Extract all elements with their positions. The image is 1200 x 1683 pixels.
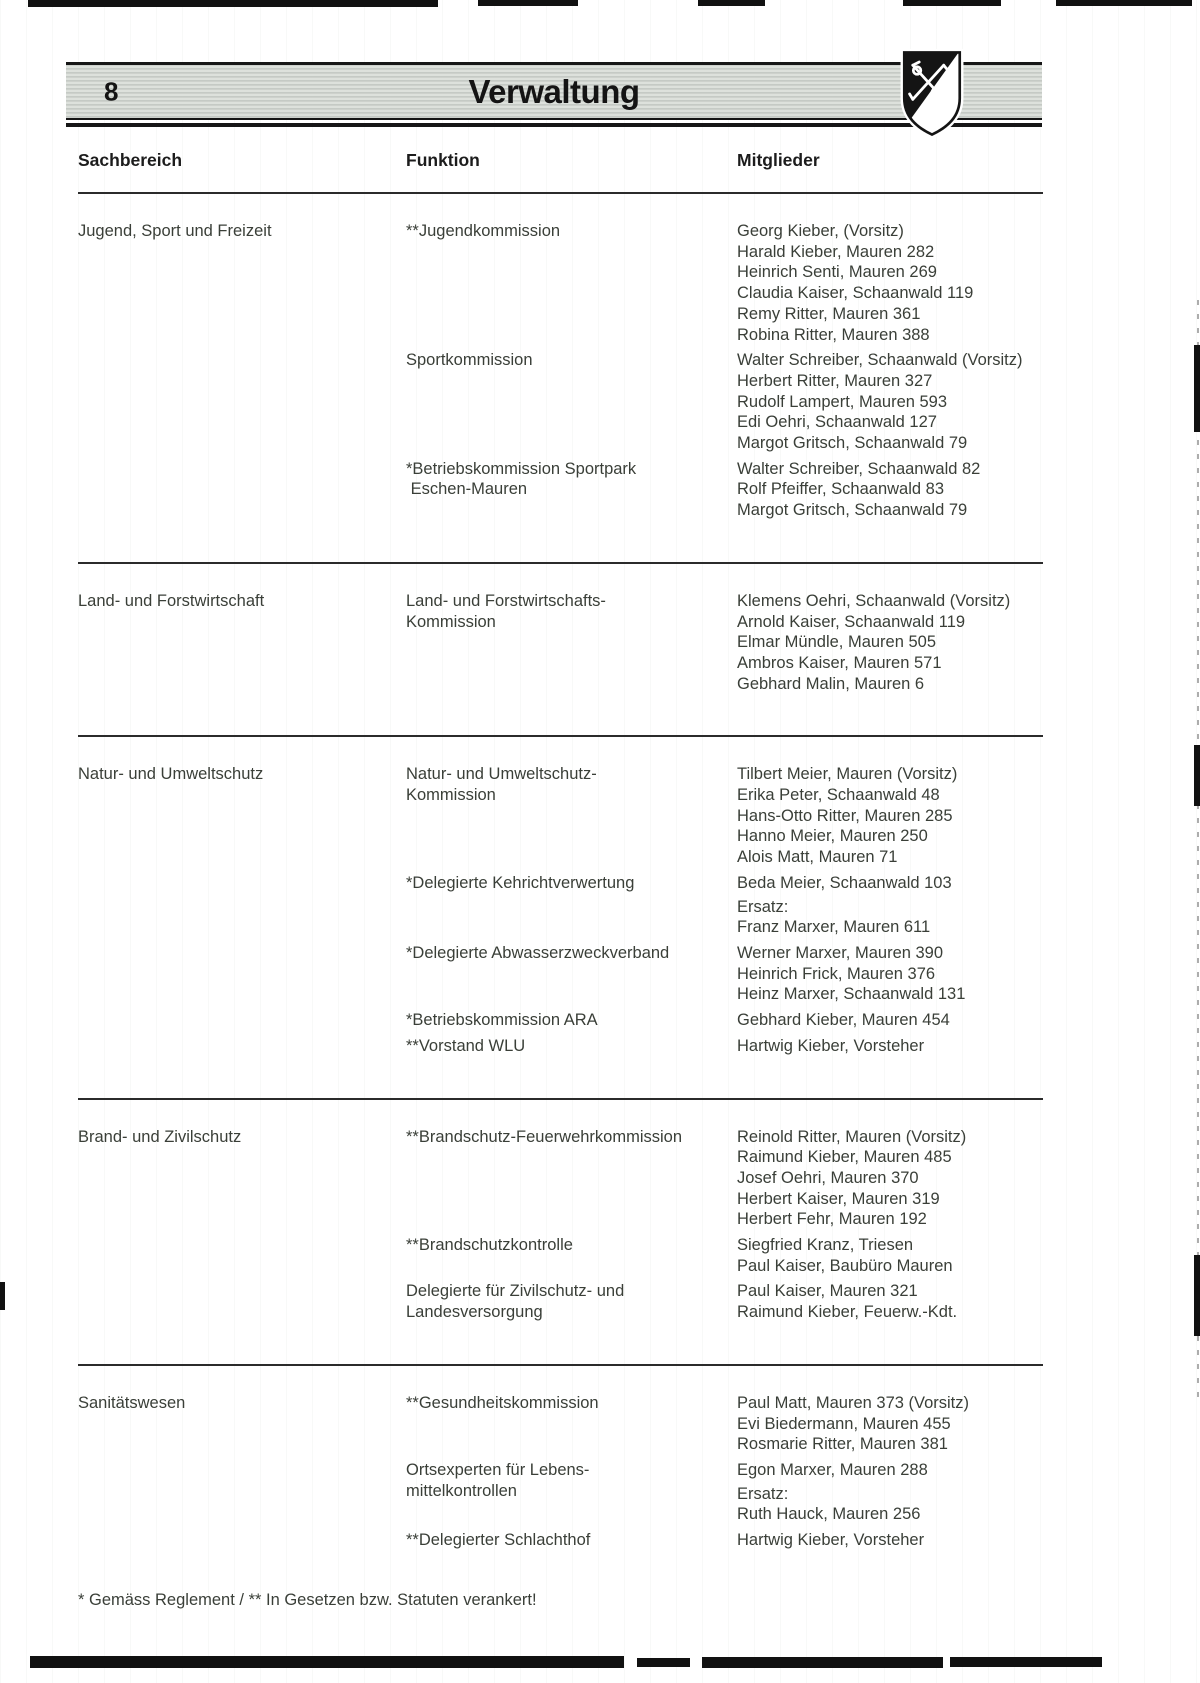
page-title: Verwaltung (468, 72, 640, 110)
funktion-line: Kommission (406, 786, 496, 805)
members-cell (737, 591, 1043, 695)
member-line: Rudolf Lampert, Mauren 593 (737, 392, 948, 411)
member-line: Raimund Kieber, Feuerw.-Kdt. (737, 1303, 958, 1322)
entry-row (406, 1281, 1043, 1322)
member-line: Edi Oehri, Schaanwald 127 (737, 413, 937, 432)
member-line: Hanno Meier, Mauren 250 (737, 827, 928, 846)
funktion-line: **Gesundheitskommission (406, 1393, 599, 1412)
table-header-row (78, 150, 1043, 171)
member-line: Reinold Ritter, Mauren (Vorsitz) (737, 1127, 967, 1146)
funktion-cell (406, 873, 737, 938)
funktion-line: Natur- und Umweltschutz- (406, 765, 597, 784)
member-line: Elmar Mündle, Mauren 505 (737, 633, 937, 652)
members-cell (737, 873, 1043, 938)
page-number: 8 (104, 76, 119, 106)
table-section (78, 562, 1043, 736)
funktion-cell (406, 459, 737, 521)
funktion-line: mittelkontrollen (406, 1481, 517, 1500)
funktion-cell (406, 221, 737, 345)
funktion-line: *Delegierte Abwasserzweckverband (406, 943, 670, 962)
member-group (737, 350, 1043, 454)
funktion-cell (406, 1127, 737, 1231)
scan-artifact-bottom (637, 1658, 690, 1667)
member-line: Claudia Kaiser, Schaanwald 119 (737, 284, 974, 303)
sachbereich-cell: Sanitätswesen (78, 1393, 186, 1412)
member-line: Siegfried Kranz, Triesen (737, 1236, 914, 1255)
table-section (78, 735, 1043, 1097)
member-line: Walter Schreiber, Schaanwald (Vorsitz) (737, 351, 1023, 370)
members-cell (737, 943, 1043, 1005)
member-line: Herbert Kaiser, Mauren 319 (737, 1189, 940, 1208)
funktion-cell (406, 1036, 737, 1057)
table-section (78, 1364, 1043, 1551)
entry-row (406, 591, 1043, 695)
entry-row (406, 1127, 1043, 1231)
member-group (737, 1484, 1043, 1525)
member-line: Franz Marxer, Mauren 611 (737, 918, 931, 937)
entry-row (406, 1235, 1043, 1276)
entry-row (406, 943, 1043, 1005)
column-header-funktion: Funktion (406, 150, 480, 170)
entries-cell (406, 1393, 1043, 1551)
scan-artifact-top (1056, 0, 1192, 6)
header-band-rule (66, 123, 1042, 127)
scan-artifact-bottom (30, 1656, 624, 1668)
member-line: Ambros Kaiser, Mauren 571 (737, 653, 942, 672)
member-group (737, 897, 1043, 938)
funktion-line: Land- und Forstwirtschafts- (406, 591, 606, 610)
funktion-cell (406, 764, 737, 868)
members-cell (737, 1010, 1043, 1031)
entries-cell (406, 221, 1043, 521)
entry-row (406, 1036, 1043, 1057)
header-band (66, 62, 1042, 120)
page-header (66, 62, 1042, 127)
member-line: Alois Matt, Mauren 71 (737, 848, 898, 867)
members-cell (737, 1530, 1043, 1551)
funktion-cell (406, 1530, 737, 1551)
member-line: Paul Matt, Mauren 373 (Vorsitz) (737, 1393, 970, 1412)
member-line: Ruth Hauck, Mauren 256 (737, 1505, 921, 1524)
member-line: Erika Peter, Schaanwald 48 (737, 786, 940, 805)
funktion-line: Eschen-Mauren (406, 480, 528, 499)
funktion-line: *Delegierte Kehrichtverwertung (406, 873, 635, 892)
member-line: Klemens Oehri, Schaanwald (Vorsitz) (737, 591, 1011, 610)
members-cell (737, 221, 1043, 345)
member-group (737, 1530, 1043, 1551)
funktion-line: Landesversorgung (406, 1303, 543, 1322)
member-line: Margot Gritsch, Schaanwald 79 (737, 501, 968, 520)
members-cell (737, 1036, 1043, 1057)
member-line: Arnold Kaiser, Schaanwald 119 (737, 612, 966, 631)
funktion-line: Sportkommission (406, 351, 533, 370)
scan-artifact-left (0, 1282, 5, 1310)
entry-row (406, 764, 1043, 868)
funktion-line: **Brandschutzkontrolle (406, 1236, 573, 1255)
member-line: Hans-Otto Ritter, Mauren 285 (737, 806, 953, 825)
member-line: Herbert Fehr, Mauren 192 (737, 1210, 927, 1229)
commissions-table (78, 130, 1043, 1610)
crossed-keys-shield-icon (900, 49, 964, 139)
member-group (737, 1036, 1043, 1057)
member-line: Rosmarie Ritter, Mauren 381 (737, 1435, 948, 1454)
member-line: Margot Gritsch, Schaanwald 79 (737, 434, 968, 453)
scan-artifact-bottom (950, 1657, 1102, 1667)
scan-artifact-top (28, 0, 438, 7)
member-group (737, 1010, 1043, 1031)
funktion-cell (406, 1235, 737, 1276)
member-line: Remy Ritter, Mauren 361 (737, 304, 921, 323)
member-group (737, 873, 1043, 894)
column-header-sachbereich: Sachbereich (78, 150, 183, 170)
member-line: Josef Oehri, Mauren 370 (737, 1168, 919, 1187)
member-line: Tilbert Meier, Mauren (Vorsitz) (737, 765, 958, 784)
member-line: Ersatz: (737, 1484, 789, 1503)
member-line: Herbert Ritter, Mauren 327 (737, 371, 933, 390)
sachbereich-cell: Land- und Forstwirtschaft (78, 591, 265, 610)
entry-row (406, 1393, 1043, 1455)
entries-cell (406, 591, 1043, 695)
entry-row (406, 221, 1043, 345)
scan-artifact-top (698, 0, 765, 6)
funktion-line: *Betriebskommission ARA (406, 1011, 598, 1030)
funktion-cell (406, 350, 737, 454)
members-cell (737, 350, 1043, 454)
entry-row (406, 1530, 1043, 1551)
members-cell (737, 1393, 1043, 1455)
member-line: Gebhard Kieber, Mauren 454 (737, 1011, 950, 1030)
member-line: Paul Kaiser, Baubüro Mauren (737, 1256, 953, 1275)
scan-artifact-right-dotted (1197, 300, 1199, 1400)
funktion-line: **Jugendkommission (406, 222, 561, 240)
member-group (737, 591, 1043, 695)
sachbereich-cell: Natur- und Umweltschutz (78, 765, 264, 784)
member-line: Paul Kaiser, Mauren 321 (737, 1282, 918, 1301)
table-section (78, 192, 1043, 562)
member-group (737, 1127, 1043, 1231)
entry-row (406, 1460, 1043, 1525)
member-group (737, 1235, 1043, 1276)
funktion-line: **Delegierter Schlachthof (406, 1531, 591, 1550)
member-group (737, 1393, 1043, 1455)
funktion-cell (406, 1393, 737, 1455)
entry-row (406, 873, 1043, 938)
funktion-cell (406, 943, 737, 1005)
funktion-cell (406, 1010, 737, 1031)
member-line: Raimund Kieber, Mauren 485 (737, 1148, 952, 1167)
funktion-line: **Brandschutz-Feuerwehrkommission (406, 1127, 683, 1146)
member-line: Evi Biedermann, Mauren 455 (737, 1414, 951, 1433)
member-line: Gebhard Malin, Mauren 6 (737, 674, 925, 693)
member-line: Hartwig Kieber, Vorsteher (737, 1531, 925, 1550)
scan-artifact-top (903, 0, 1001, 6)
member-line: Ersatz: (737, 897, 789, 916)
funktion-cell (406, 591, 737, 695)
funktion-line: Delegierte für Zivilschutz- und (406, 1282, 625, 1301)
member-line: Harald Kieber, Mauren 282 (737, 242, 935, 261)
members-cell (737, 1460, 1043, 1525)
members-cell (737, 1235, 1043, 1276)
member-line: Walter Schreiber, Schaanwald 82 (737, 459, 981, 478)
member-line: Beda Meier, Schaanwald 103 (737, 873, 952, 892)
member-group (737, 764, 1043, 868)
member-group (737, 459, 1043, 521)
entries-cell (406, 1127, 1043, 1323)
funktion-line: Kommission (406, 612, 496, 631)
member-group (737, 943, 1043, 1005)
member-group (737, 1281, 1043, 1322)
member-group (737, 1460, 1043, 1481)
scan-artifact-bottom (702, 1657, 943, 1668)
member-line: Werner Marxer, Mauren 390 (737, 943, 944, 962)
column-header-mitglieder: Mitglieder (737, 150, 820, 170)
funktion-line: **Vorstand WLU (406, 1036, 526, 1055)
member-line: Rolf Pfeiffer, Schaanwald 83 (737, 480, 944, 499)
entries-cell (406, 764, 1043, 1056)
members-cell (737, 1127, 1043, 1231)
funktion-line: Ortsexperten für Lebens- (406, 1460, 590, 1479)
table-section (78, 1098, 1043, 1364)
member-line: Heinrich Frick, Mauren 376 (737, 964, 936, 983)
entry-row (406, 459, 1043, 521)
entry-row (406, 1010, 1043, 1031)
members-cell (737, 1281, 1043, 1322)
member-line: Heinz Marxer, Schaanwald 131 (737, 985, 966, 1004)
scan-artifact-top (478, 0, 578, 6)
member-group (737, 221, 1043, 345)
sachbereich-cell: Jugend, Sport und Freizeit (78, 222, 272, 240)
members-cell (737, 459, 1043, 521)
member-line: Egon Marxer, Mauren 288 (737, 1460, 928, 1479)
member-line: Heinrich Senti, Mauren 269 (737, 263, 937, 282)
members-cell (737, 764, 1043, 868)
funktion-cell (406, 1281, 737, 1322)
member-line: Robina Ritter, Mauren 388 (737, 325, 930, 344)
sections (78, 192, 1043, 1551)
sachbereich-cell: Brand- und Zivilschutz (78, 1127, 242, 1146)
entry-row (406, 350, 1043, 454)
member-line: Hartwig Kieber, Vorsteher (737, 1036, 925, 1055)
footnote: * Gemäss Reglement / ** In Gesetzen bzw. Statuten verankert! (78, 1590, 537, 1609)
funktion-line: *Betriebskommission Sportpark (406, 459, 637, 478)
member-line: Georg Kieber, (Vorsitz) (737, 222, 904, 240)
funktion-cell (406, 1460, 737, 1525)
